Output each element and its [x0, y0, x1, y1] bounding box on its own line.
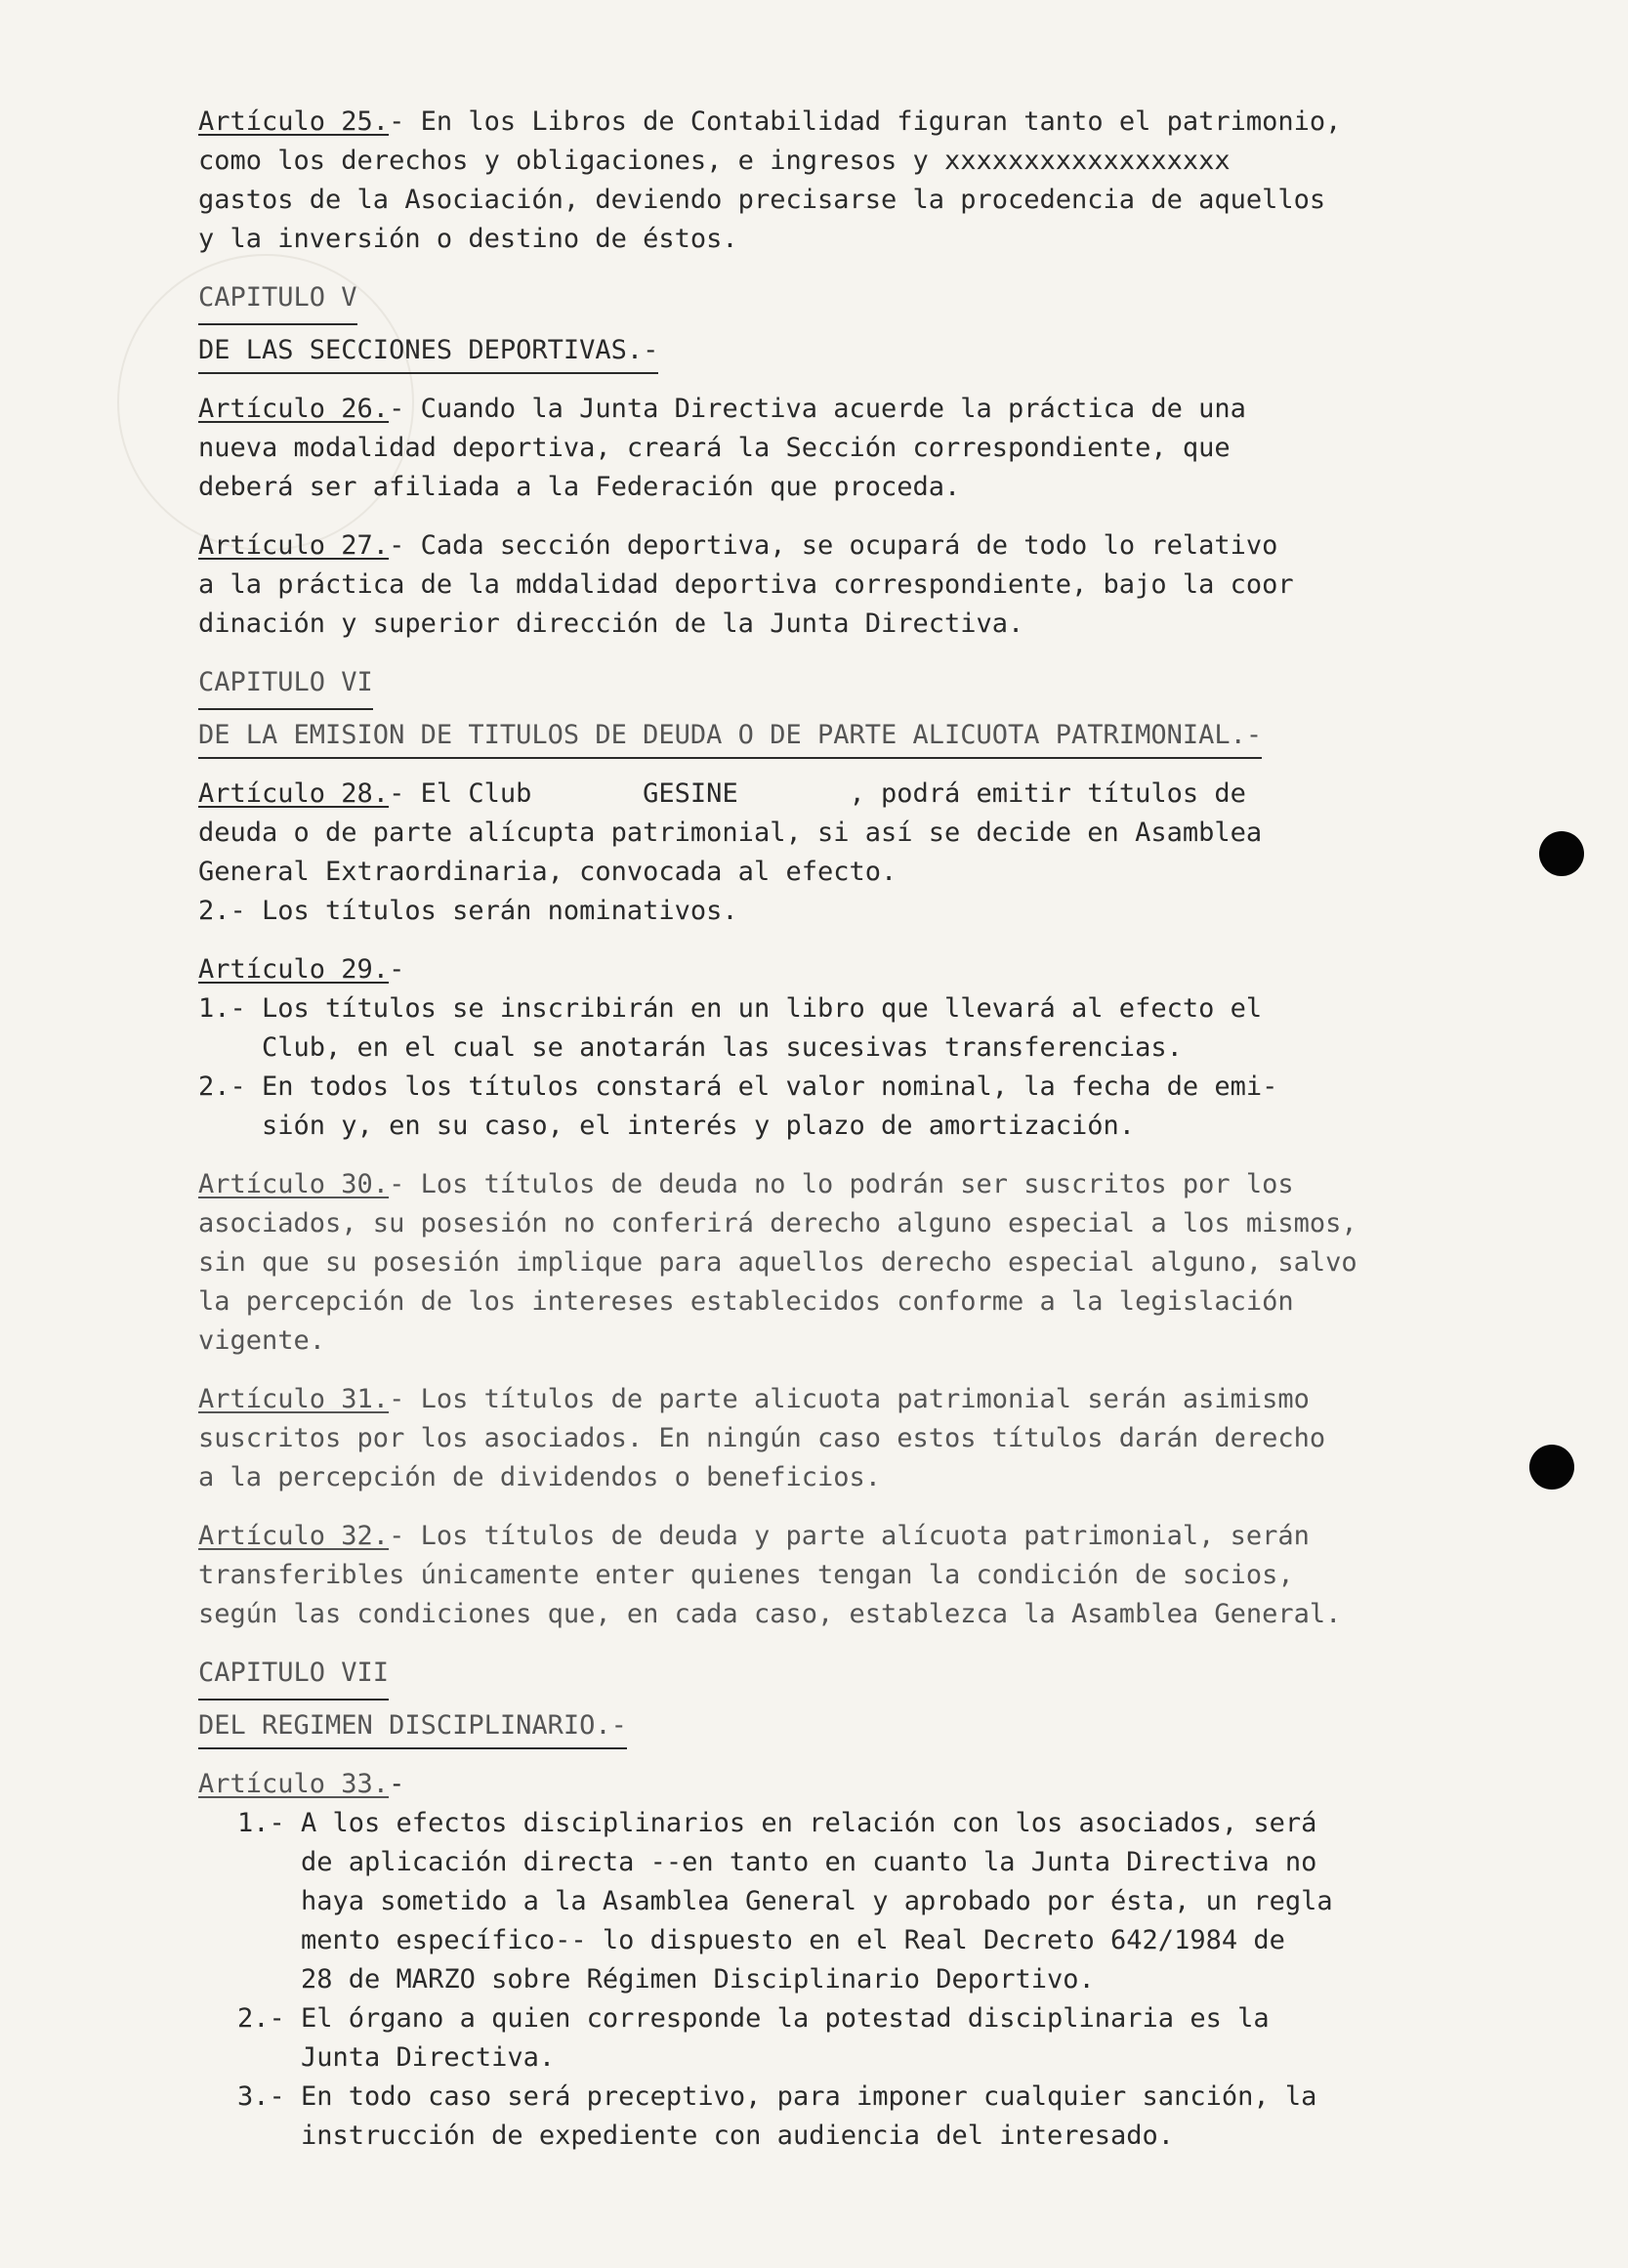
article-heading: Artículo 32. — [198, 1521, 390, 1551]
article-heading: Artículo 28. — [198, 778, 390, 809]
article-25 — [198, 103, 1439, 259]
article-heading: Artículo 29. — [198, 954, 390, 985]
section-title: DE LAS SECCIONES DEPORTIVAS.- — [198, 331, 1439, 370]
text-line: - Los títulos de deuda y parte alícuota patrimonial, serán — [389, 1521, 1310, 1551]
text-line: vigente. — [198, 1325, 326, 1356]
article-heading: Artículo 27. — [198, 530, 390, 561]
article-29: Artículo 29.- 1.- Los títulos se inscribirán en un libro que llevará al efecto el Club, en el cual se anotarán las sucesivas transferencias. 2.- En todos los títulos constará el valor nominal, la fecha de emi- sión y, en su caso, el interés y plazo de amortización. — [198, 950, 1439, 1146]
article-heading: Artículo 31. — [198, 1384, 390, 1414]
text-line: instrucción de expediente con audiencia del interesado. — [237, 2121, 1175, 2151]
chapter-title: CAPITULO V — [198, 278, 1439, 317]
document-body — [198, 103, 1439, 2175]
text-line: 2.- En todos los títulos constará el valor nominal, la fecha de emi- — [198, 1071, 1278, 1102]
text-line: transferibles únicamente enter quienes tengan la condición de socios, — [198, 1560, 1294, 1590]
text-line: 2.- El órgano a quien corresponde la potestad disciplinaria es la — [237, 2003, 1270, 2034]
chapter-title: CAPITULO VI — [198, 663, 1439, 702]
text-line: sión y, en su caso, el interés y plazo de amortización. — [198, 1111, 1136, 1141]
section-title: DEL REGIMEN DISCIPLINARIO.- — [198, 1706, 1439, 1745]
text-line: 1.- Los títulos se inscribirán en un libro que llevará al efecto el — [198, 993, 1263, 1024]
text-line: gastos de la Asociación, deviendo precisarse la procedencia de aquellos — [198, 185, 1326, 215]
text-line: a la práctica de la mddalidad deportiva correspondiente, bajo la coor — [198, 569, 1294, 600]
article-heading: Artículo 33. — [198, 1769, 390, 1799]
text-line: 3.- En todo caso será preceptivo, para imponer cualquier sanción, la — [237, 2081, 1317, 2112]
text-line: sin que su posesión implique para aquellos derecho especial alguno, salvo — [198, 1247, 1357, 1278]
article-33: Artículo 33.- 1.- A los efectos disciplinarios en relación con los asociados, será de aplicación directa --en tanto en cuanto la Junta Directiva no haya sometido a la Asamblea General y aprobado por ésta, un regla mento específico-- lo dispuesto en el Real Decreto 642/1984 de 28 de MARZO sobre Régimen Disciplinario Deportivo. 2.- El órgano a quien corresponde la potestad disciplinaria es la Junta Directiva. 3.- En todo caso será preceptivo, para imponer cualquier sanción, la instrucción de expediente con audiencia del interesado. — [198, 1765, 1439, 2156]
article-heading: Artículo 26. — [198, 394, 390, 424]
text-line: General Extraordinaria, convocada al efecto. — [198, 857, 897, 887]
text-line: - Los títulos de parte alicuota patrimonial serán asimismo — [389, 1384, 1310, 1414]
article-28 — [198, 775, 1439, 931]
text-line: y la inversión o destino de éstos. — [198, 224, 738, 254]
text-line: dinación y superior dirección de la Junta Directiva. — [198, 609, 1024, 639]
text-line: mento específico-- lo dispuesto en el Real Decreto 642/1984 de — [237, 1925, 1285, 1955]
article-27 — [198, 526, 1439, 644]
text-line: deuda o de parte alícupta patrimonial, si así se decide en Asamblea — [198, 818, 1263, 848]
text-line: la percepción de los intereses establecidos conforme a la legislación — [198, 1286, 1294, 1317]
chapter-title: CAPITULO VII — [198, 1654, 1439, 1693]
text-line: nueva modalidad deportiva, creará la Sección correspondiente, que — [198, 433, 1231, 463]
text-line: haya sometido a la Asamblea General y aprobado por ésta, un regla — [237, 1886, 1333, 1916]
text-line: - Cada sección deportiva, se ocupará de todo lo relativo — [389, 530, 1278, 561]
text-line: - Cuando la Junta Directiva acuerde la práctica de una — [389, 394, 1246, 424]
article-26 — [198, 390, 1439, 507]
text-line: 2.- Los títulos serán nominativos. — [198, 896, 738, 926]
article-30 — [198, 1165, 1439, 1361]
text-line: asociados, su posesión no conferirá derecho alguno especial a los mismos, — [198, 1208, 1357, 1239]
article-32 — [198, 1517, 1439, 1634]
text-line: Club, en el cual se anotarán las sucesivas transferencias. — [198, 1032, 1183, 1063]
article-31 — [198, 1380, 1439, 1497]
text-line: deberá ser afiliada a la Federación que proceda. — [198, 472, 961, 502]
punch-hole-top — [1539, 831, 1584, 876]
text-line: 28 de MARZO sobre Régimen Disciplinario Deportivo. — [237, 1964, 1095, 1995]
article-heading: Artículo 25. — [198, 106, 390, 137]
text-line: de aplicación directa --en tanto en cuanto la Junta Directiva no — [237, 1847, 1317, 1877]
punch-hole-bottom — [1529, 1445, 1574, 1490]
section-title: DE LA EMISION DE TITULOS DE DEUDA O DE PARTE ALICUOTA PATRIMONIAL.- — [198, 716, 1439, 755]
text-line: Junta Directiva. — [237, 2042, 556, 2073]
text-line: según las condiciones que, en cada caso, establezca la Asamblea General. — [198, 1599, 1342, 1629]
text-line: - Los títulos de deuda no lo podrán ser suscritos por los — [389, 1169, 1294, 1199]
text-line: 1.- A los efectos disciplinarios en relación con los asociados, será — [237, 1808, 1317, 1838]
text-line: suscritos por los asociados. En ningún caso estos títulos darán derecho — [198, 1423, 1326, 1453]
text-line: - En los Libros de Contabilidad figuran tanto el patrimonio, — [389, 106, 1342, 137]
article-heading: Artículo 30. — [198, 1169, 390, 1199]
text-line: como los derechos y obligaciones, e ingresos y xxxxxxxxxxxxxxxxxx — [198, 146, 1231, 176]
text-line: - El Club GESINE , podrá emitir títulos de — [389, 778, 1246, 809]
text-line: a la percepción de dividendos o beneficios. — [198, 1462, 881, 1492]
